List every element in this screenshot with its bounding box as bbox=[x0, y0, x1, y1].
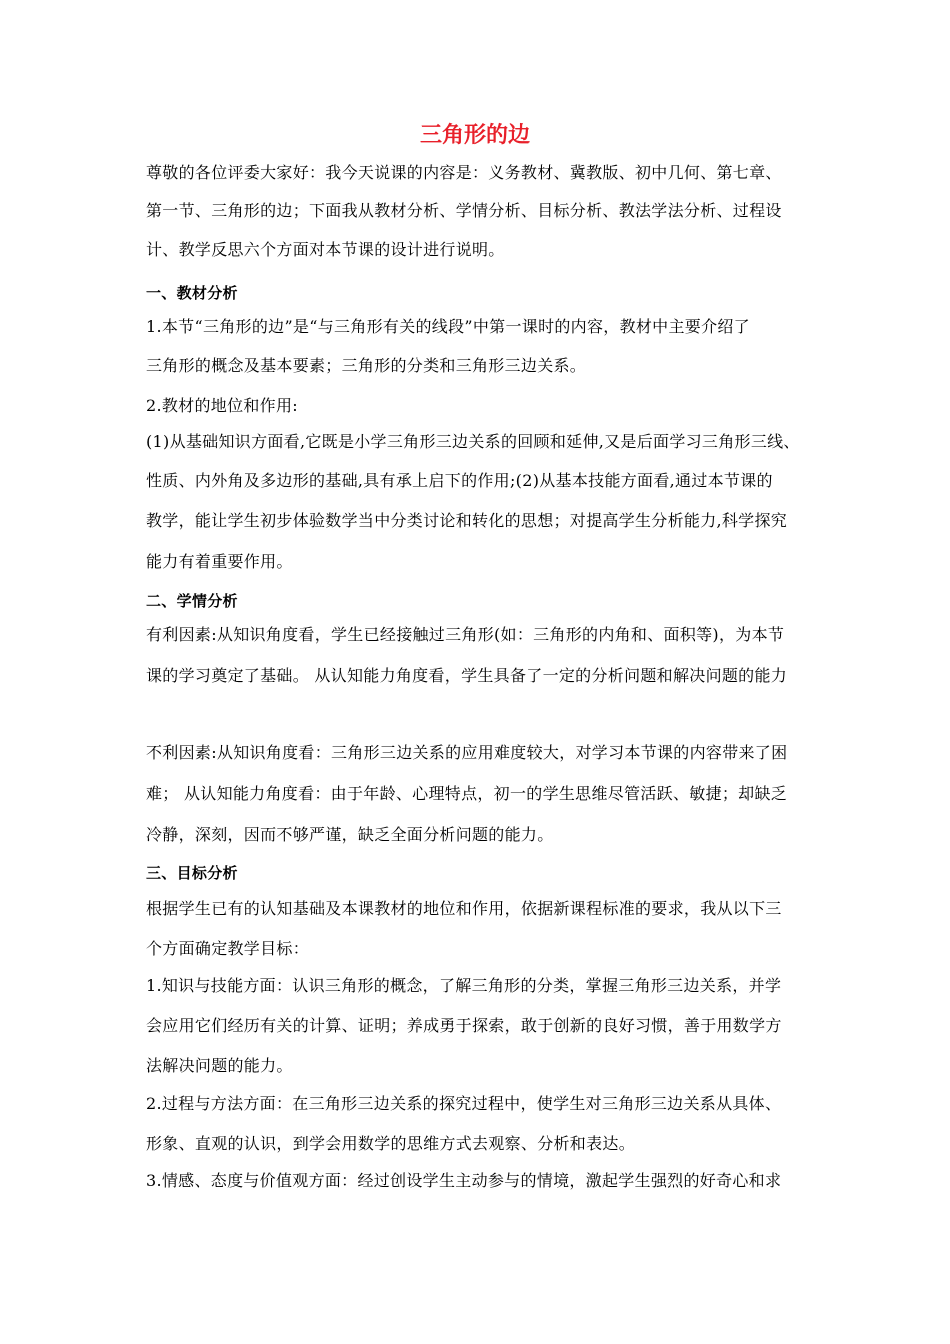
paragraph-line: 2.教材的地位和作用: bbox=[146, 396, 298, 415]
paragraph-line: 教学，能让学生初步体验数学当中分类讨论和转化的思想；对提高学生分析能力,科学探究 bbox=[146, 511, 788, 530]
paragraph-line: 尊敬的各位评委大家好：我今天说课的内容是：义务教材、冀教版、初中几何、第七章、 bbox=[146, 163, 782, 182]
paragraph-line: (1)从基础知识方面看,它既是小学三角形三边关系的回顾和延伸,又是后面学习三角形三线、 bbox=[146, 432, 800, 451]
paragraph-line: 形象、直观的认识，到学会用数学的思维方式去观察、分析和表达。 bbox=[146, 1134, 636, 1153]
section-heading: 二、学情分析 bbox=[146, 592, 238, 610]
document-title: 三角形的边 bbox=[419, 123, 530, 148]
paragraph-line: 性质、内外角及多边形的基础,具有承上启下的作用;(2)从基本技能方面看,通过本节课的 bbox=[146, 471, 773, 490]
paragraph-line: 课的学习奠定了基础。 从认知能力角度看，学生具备了一定的分析问题和解决问题的能力 bbox=[146, 666, 788, 685]
paragraph-line: 能力有着重要作用。 bbox=[146, 552, 293, 571]
paragraph-line: 个方面确定教学目标： bbox=[146, 939, 310, 958]
paragraph-line: 法解决问题的能力。 bbox=[146, 1056, 293, 1075]
paragraph-line: 有利因素:从知识角度看，学生已经接触过三角形(如：三角形的内角和、面积等)，为本节 bbox=[146, 625, 785, 644]
paragraph-line: 3.情感、态度与价值观方面：经过创设学生主动参与的情境，激起学生强烈的好奇心和求 bbox=[146, 1171, 782, 1190]
paragraph-line: 1.本节“三角形的边”是“与三角形有关的线段”中第一课时的内容，教材中主要介绍了 bbox=[146, 317, 750, 336]
paragraph-line: 计、教学反思六个方面对本节课的设计进行说明。 bbox=[146, 240, 505, 259]
paragraph-line: 第一节、三角形的边；下面我从教材分析、学情分析、目标分析、教法学法分析、过程设 bbox=[146, 201, 782, 220]
paragraph-line: 2.过程与方法方面：在三角形三边关系的探究过程中，使学生对三角形三边关系从具体、 bbox=[146, 1094, 782, 1113]
paragraph-line: 根据学生已有的认知基础及本课教材的地位和作用，依据新课程标准的要求，我从以下三 bbox=[146, 899, 782, 918]
paragraph-line: 难； 从认知能力角度看：由于年龄、心理特点，初一的学生思维尽管活跃、敏捷；却缺乏 bbox=[146, 784, 788, 803]
paragraph-line: 1.知识与技能方面：认识三角形的概念，了解三角形的分类，掌握三角形三边关系，并学 bbox=[146, 976, 782, 995]
section-heading: 三、目标分析 bbox=[146, 864, 238, 882]
paragraph-line: 不利因素:从知识角度看：三角形三边关系的应用难度较大，对学习本节课的内容带来了困 bbox=[146, 743, 788, 762]
paragraph-line: 冷静，深刻，因而不够严谨，缺乏全面分析问题的能力。 bbox=[146, 825, 554, 844]
section-heading: 一、教材分析 bbox=[146, 284, 238, 302]
paragraph-line: 三角形的概念及基本要素；三角形的分类和三角形三边关系。 bbox=[146, 356, 587, 375]
paragraph-line: 会应用它们经历有关的计算、证明；养成勇于探索，敢于创新的良好习惯，善于用数学方 bbox=[146, 1016, 782, 1035]
